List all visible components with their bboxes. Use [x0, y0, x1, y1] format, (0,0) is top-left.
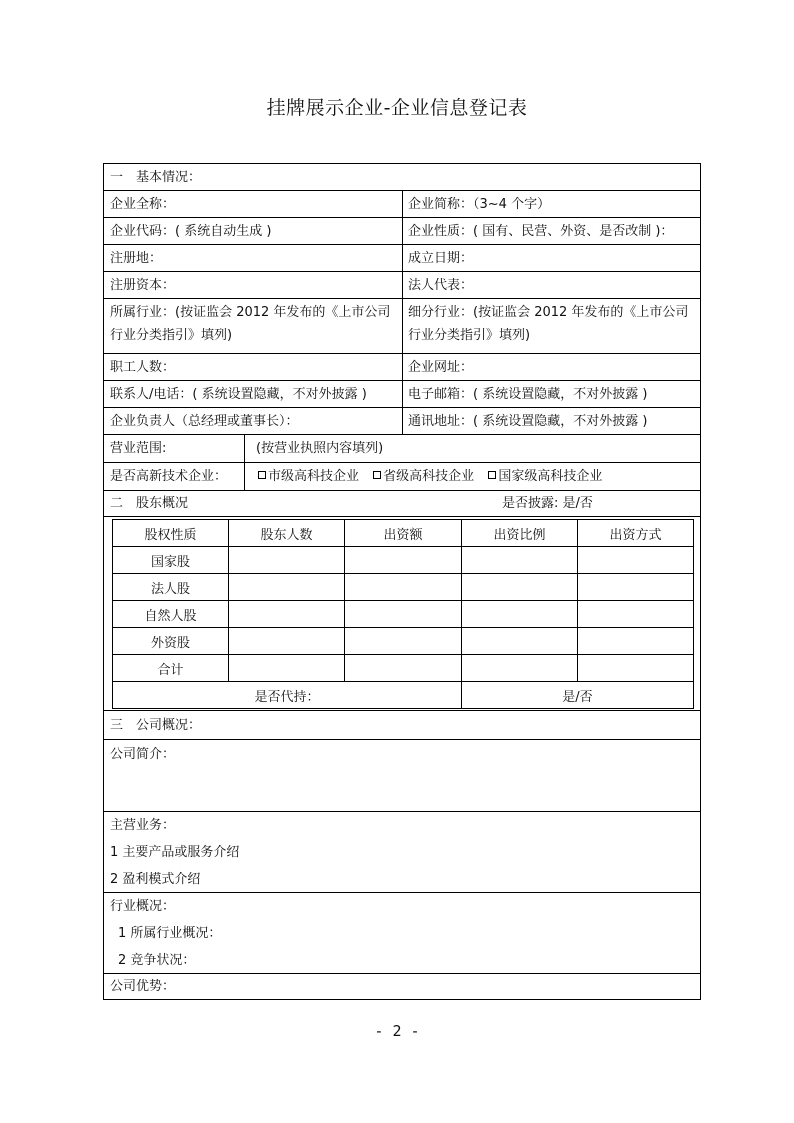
business-block[interactable] [104, 812, 700, 893]
business-item: 1 主要产品或服务介绍 [110, 845, 240, 860]
column-header: 股东人数 [229, 520, 345, 547]
column-header: 股权性质 [113, 520, 229, 547]
reg-capital-field[interactable]: 注册资本： [110, 278, 176, 293]
column-header: 出资比例 [462, 520, 578, 547]
row-manager [104, 408, 700, 435]
checkbox-icon[interactable] [373, 471, 381, 479]
reg-place-field[interactable]: 注册地： [110, 251, 163, 266]
website-field[interactable]: 企业网址： [408, 360, 474, 375]
contact-field[interactable]: 联系人/电话：( 系统设置隐藏，不对外披露 ) [110, 387, 367, 402]
section3-header-row [104, 711, 700, 740]
scope-label: 营业范围: [110, 441, 167, 456]
code-field[interactable]: 企业代码：( 系统自动生成 ) [110, 224, 272, 239]
row-label: 外资股 [113, 628, 229, 655]
row-employees [104, 354, 700, 381]
industry-item: 1 所属行业概况： [118, 926, 222, 941]
address-field[interactable]: 通讯地址：( 系统设置隐藏，不对外披露 ) [408, 414, 648, 429]
row-label: 法人股 [113, 574, 229, 601]
section1-header-row [104, 164, 700, 191]
sub-industry-field[interactable]: 细分行业：(按证监会 2012 年发布的《上市公司行业分类指引》填列) [408, 305, 689, 343]
industry-block[interactable] [104, 893, 700, 974]
section1-header: 一 基本情况： [110, 170, 202, 185]
row-capital [104, 272, 700, 299]
proxy-field[interactable]: 是/否 [462, 682, 694, 709]
row-contact [104, 381, 700, 408]
registration-form [103, 163, 701, 1000]
row-industry [104, 299, 700, 354]
column-header: 出资额 [345, 520, 462, 547]
hightech-option-city[interactable]: 市级高科技企业 [258, 463, 359, 491]
column-header: 出资方式 [578, 520, 694, 547]
hightech-option-national[interactable]: 国家级高科技企业 [488, 463, 602, 491]
full-name-field[interactable]: 企业全称： [110, 197, 176, 212]
legal-rep-field[interactable]: 法人代表： [408, 278, 474, 293]
business-content [104, 812, 700, 893]
page-number: - 2 - [374, 1022, 420, 1040]
row-label: 合计 [113, 655, 229, 682]
industry-item: 2 竞争状况： [118, 953, 196, 968]
section2-header-row [104, 491, 700, 517]
row-label: 国家股 [113, 547, 229, 574]
section3-header: 三 公司概况： [110, 718, 202, 733]
divider [244, 463, 245, 490]
proxy-label: 是否代持： [113, 682, 462, 709]
hightech-label: 是否高新技术企业： [110, 469, 228, 484]
row-registration [104, 245, 700, 272]
short-name-field[interactable]: 企业简称：（3~4 个字） [408, 197, 551, 212]
hightech-options [252, 463, 700, 490]
section2-header: 二 股东概况 [110, 496, 189, 511]
divider [244, 435, 245, 462]
form-title: 挂牌展示企业-企业信息登记表 [266, 97, 528, 119]
industry-field[interactable]: 所属行业：(按证监会 2012 年发布的《上市公司行业分类指引》填列) [110, 305, 391, 343]
disclose-field[interactable]: 是否披露: 是/否 [502, 496, 593, 511]
advantage-label: 公司优势： [110, 979, 176, 994]
intro-label: 公司简介： [110, 747, 176, 762]
industry-content [104, 893, 700, 974]
nature-field[interactable]: 企业性质：( 国有、民营、外资、是否改制 )： [408, 224, 674, 239]
row-code [104, 218, 700, 245]
row-scope [104, 435, 700, 463]
checkbox-icon[interactable] [258, 471, 266, 479]
est-date-field[interactable]: 成立日期： [408, 251, 474, 266]
row-label: 自然人股 [113, 601, 229, 628]
employees-field[interactable]: 职工人数： [110, 360, 176, 375]
row-hightech [104, 463, 700, 491]
hightech-option-province[interactable]: 省级高科技企业 [373, 463, 474, 491]
manager-field[interactable]: 企业负责人（总经理或董事长）： [110, 414, 299, 429]
row-names [104, 191, 700, 218]
checkbox-icon[interactable] [488, 471, 496, 479]
section2-table-block [104, 517, 700, 711]
business-label: 主营业务： [110, 818, 176, 833]
email-field[interactable]: 电子邮箱：( 系统设置隐藏，不对外披露 ) [408, 387, 648, 402]
business-item: 2 盈利模式介绍 [110, 872, 201, 887]
industry-label: 行业概况： [110, 899, 176, 914]
scope-field[interactable]: (按营业执照内容填列) [256, 441, 384, 456]
intro-block[interactable] [104, 740, 700, 812]
advantage-block[interactable] [104, 974, 700, 999]
